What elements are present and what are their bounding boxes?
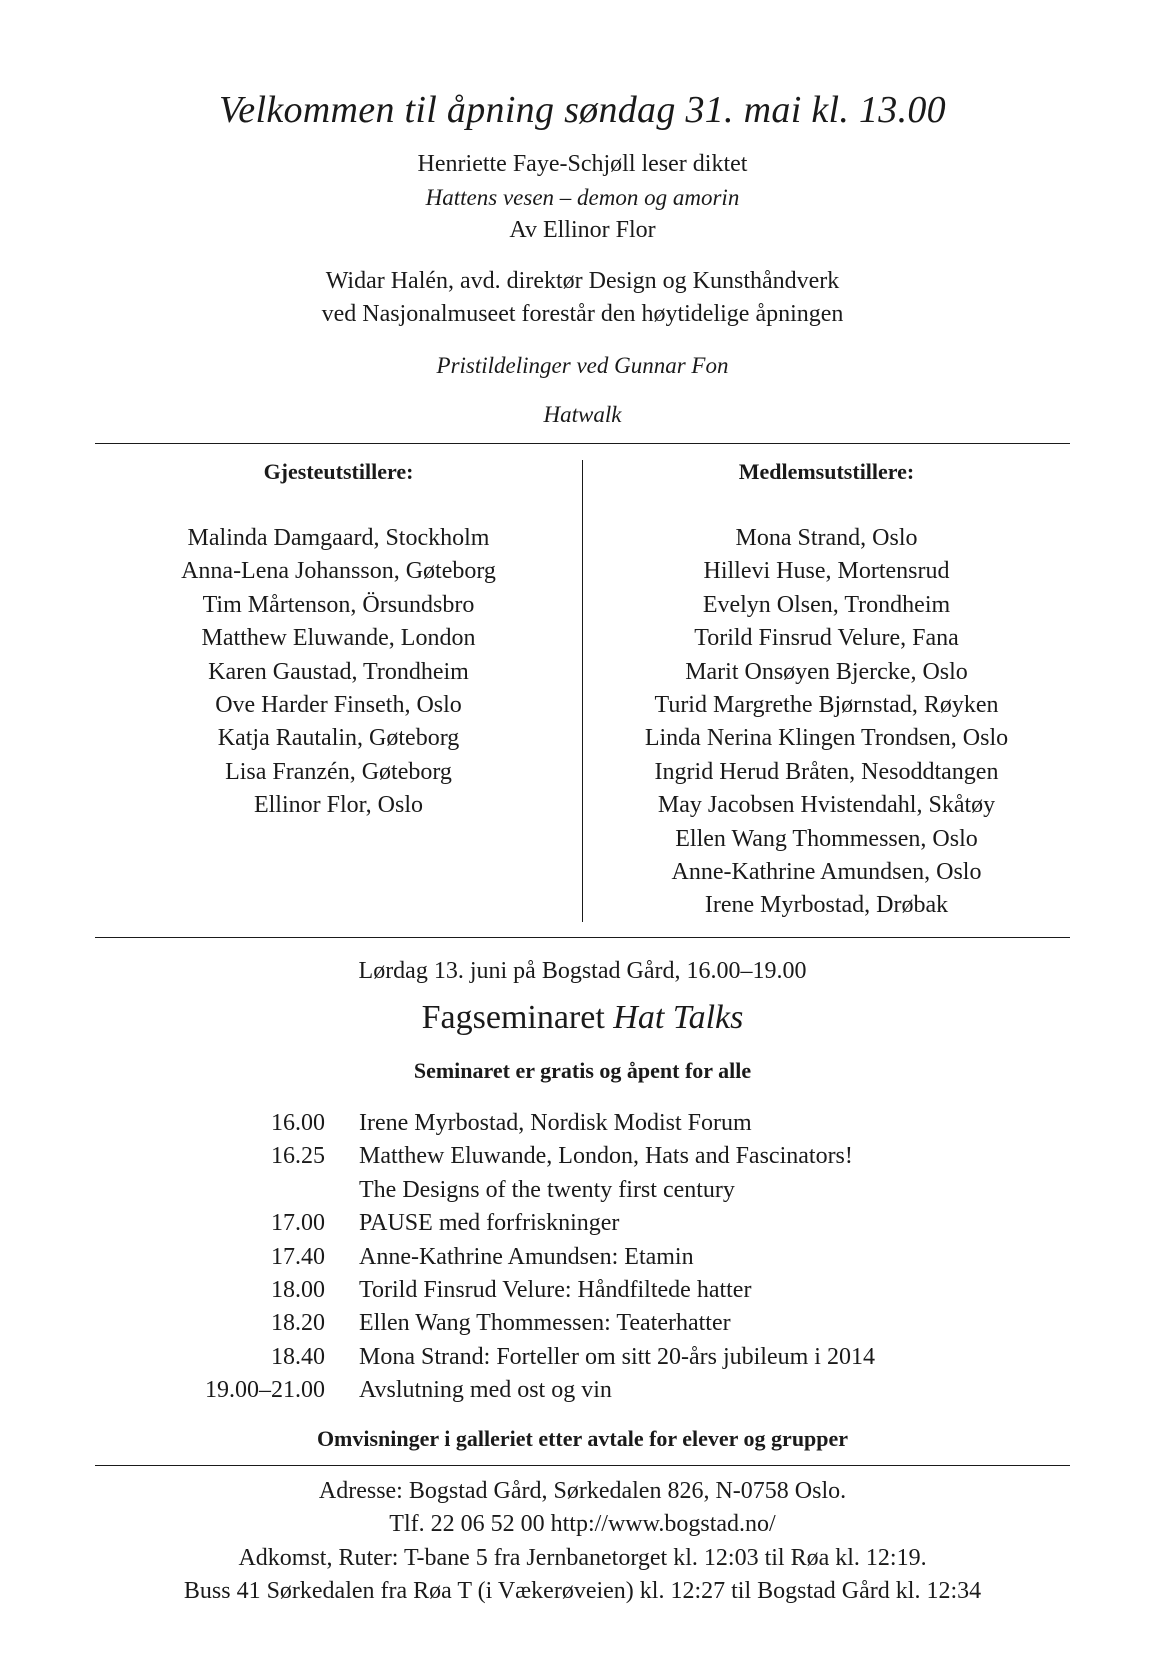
schedule-row — [0, 1107, 1165, 1140]
guest-item: Karen Gaustad, Trondheim — [208, 658, 469, 685]
schedule-row — [0, 1374, 1165, 1407]
schedule-time: 18.00 — [271, 1276, 325, 1303]
divider-top — [95, 443, 1070, 444]
schedule-time: 19.00–21.00 — [205, 1377, 325, 1404]
schedule-time: 16.00 — [271, 1110, 325, 1136]
seminar-schedule — [0, 1107, 1165, 1408]
footer-transit-2: Buss 41 Sørkedalen fra Røa T (i Vækerøveien) kl. 12:27 til Bogstad Gård kl. 12:34 — [183, 1578, 982, 1604]
schedule-text: Matthew Eluwande, London, Hats and Fascinators! — [359, 1143, 853, 1170]
guest-item: Malinda Damgaard, Stockholm — [187, 525, 490, 551]
guest-item: Ove Harder Finseth, Oslo — [215, 691, 462, 718]
divider-bottom — [95, 1465, 1070, 1466]
schedule-text: PAUSE med forfriskninger — [359, 1210, 620, 1237]
schedule-text: Irene Myrbostad, Nordisk Modist Forum — [359, 1110, 752, 1136]
poem-title: Hattens vesen – demon og amorin — [425, 185, 740, 210]
seminar-date-line: Lørdag 13. juni på Bogstad Gård, 16.00–19.00 — [358, 958, 807, 984]
member-item: Linda Nerina Klingen Trondsen, Oslo — [644, 725, 1009, 752]
footer-address: Adresse: Bogstad Gård, Sørkedalen 826, N-0758 Oslo. — [318, 1478, 847, 1504]
opener-line-1: Widar Halén, avd. direktør Design og Kunsthåndverk — [325, 268, 840, 294]
seminar-title-prefix: Fagseminaret — [421, 999, 605, 1036]
schedule-time: 16.25 — [271, 1143, 325, 1170]
member-item: May Jacobsen Hvistendahl, Skåtøy — [657, 792, 996, 819]
poem-author: Av Ellinor Flor — [509, 217, 656, 243]
schedule-time: 18.40 — [271, 1343, 325, 1370]
member-item: Evelyn Olsen, Trondheim — [702, 591, 951, 618]
opening-title: Velkommen til åpning søndag 31. mai kl. 13.00 — [219, 89, 946, 131]
reading-line: Henriette Faye-Schjøll leser diktet — [417, 151, 748, 177]
guest-item: Matthew Eluwande, London — [201, 625, 476, 652]
schedule-time: 18.20 — [271, 1310, 325, 1337]
schedule-text: Ellen Wang Thommessen: Teaterhatter — [359, 1310, 731, 1337]
hatwalk-line: Hatwalk — [543, 402, 622, 427]
member-item: Ingrid Herud Bråten, Nesoddtangen — [654, 758, 999, 785]
schedule-row — [0, 1140, 1165, 1173]
schedule-text: Anne-Kathrine Amundsen: Etamin — [359, 1243, 694, 1270]
schedule-row — [0, 1174, 1165, 1207]
schedule-row — [0, 1341, 1165, 1374]
footer-transit-1: Adkomst, Ruter: T-bane 5 fra Jernbanetorget kl. 12:03 til Røa kl. 12:19. — [238, 1545, 927, 1571]
schedule-row — [0, 1241, 1165, 1274]
schedule-row — [0, 1207, 1165, 1240]
seminar-title — [0, 996, 1165, 1040]
guest-item: Anna-Lena Johansson, Gøteborg — [181, 558, 496, 585]
schedule-text: The Designs of the twenty first century — [359, 1176, 735, 1203]
schedule-text: Torild Finsrud Velure: Håndfiltede hatter — [359, 1276, 752, 1303]
member-item: Turid Margrethe Bjørnstad, Røyken — [654, 691, 999, 718]
member-item: Anne-Kathrine Amundsen, Oslo — [671, 858, 982, 885]
awards-line: Pristildelinger ved Gunnar Fon — [436, 353, 729, 378]
schedule-text: Avslutning med ost og vin — [359, 1377, 612, 1404]
seminar-title-italic: Hat Talks — [613, 999, 744, 1036]
schedule-text: Mona Strand: Forteller om sitt 20-års jubileum i 2014 — [359, 1343, 875, 1370]
member-item: Hillevi Huse, Mortensrud — [703, 558, 950, 585]
member-item: Irene Myrbostad, Drøbak — [704, 892, 949, 919]
opener-line-2: ved Nasjonalmuseet forestår den høytidelige åpningen — [321, 301, 844, 327]
member-item: Ellen Wang Thommessen, Oslo — [675, 825, 978, 852]
guest-item: Katja Rautalin, Gøteborg — [217, 725, 460, 752]
schedule-time: 17.00 — [271, 1210, 325, 1237]
member-exhibitors-column — [583, 455, 1070, 923]
seminar-free-line: Seminaret er gratis og åpent for alle — [413, 1058, 752, 1083]
schedule-row — [0, 1307, 1165, 1340]
member-item: Mona Strand, Oslo — [735, 525, 918, 551]
guest-item: Tim Mårtenson, Örsundsbro — [202, 591, 475, 618]
footer-phone-web: Tlf. 22 06 52 00 http://www.bogstad.no/ — [389, 1511, 776, 1537]
tours-line: Omvisninger i galleriet etter avtale for elever og grupper — [316, 1426, 849, 1451]
member-item: Torild Finsrud Velure, Fana — [694, 625, 959, 652]
guest-heading: Gjesteutstillere: — [263, 459, 414, 484]
member-heading: Medlemsutstillere: — [738, 459, 915, 484]
schedule-time: 17.40 — [271, 1243, 325, 1270]
guest-item: Ellinor Flor, Oslo — [253, 792, 424, 819]
schedule-row — [0, 1274, 1165, 1307]
guest-exhibitors-column — [95, 455, 582, 823]
divider-middle — [95, 937, 1070, 938]
member-item: Marit Onsøyen Bjercke, Oslo — [685, 658, 968, 685]
guest-item: Lisa Franzén, Gøteborg — [225, 758, 452, 785]
